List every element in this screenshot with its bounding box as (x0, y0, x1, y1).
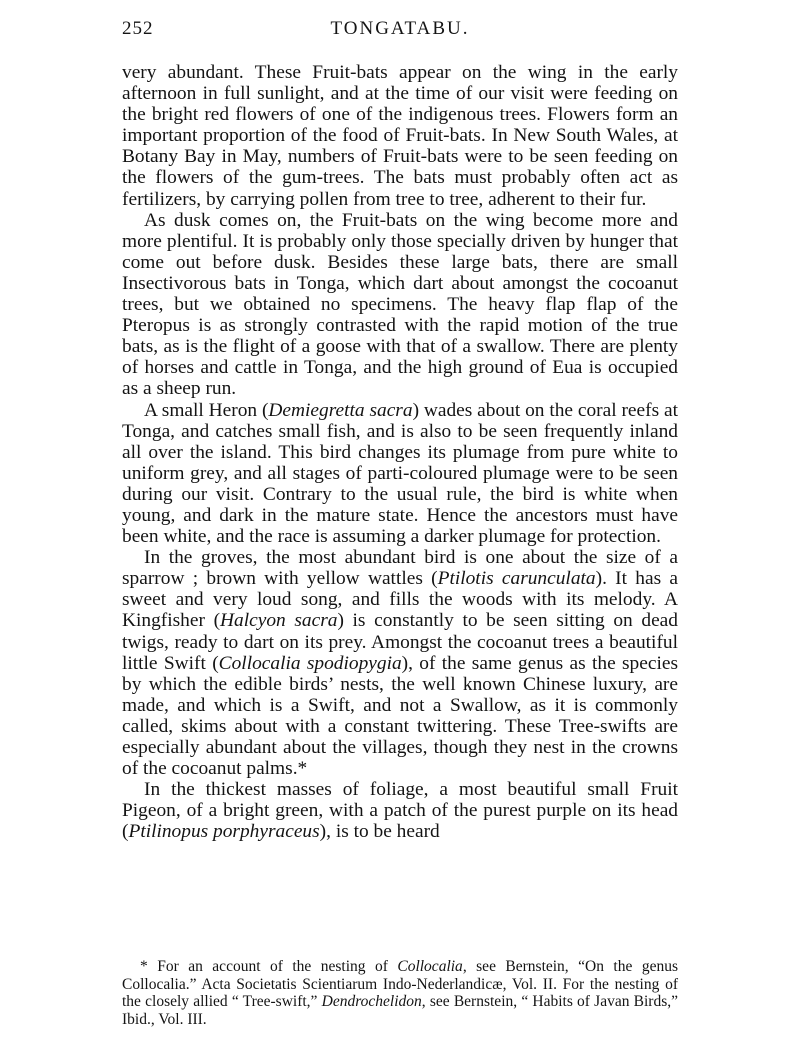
genus-name: Collocalia (397, 958, 463, 975)
text-segment: * For an account of the nesting of (140, 958, 398, 975)
footnote-text (122, 958, 678, 1028)
footnote (122, 958, 678, 1028)
genus-name: Dendrochelidon (321, 993, 422, 1010)
page-number: 252 (122, 18, 154, 39)
paragraph (122, 547, 678, 779)
text-segment: , see Bernstein, “On the genus Collocalia.” Acta Societatis Scientiarum Indo-Nederlandicæ, Vol. II. For the nesting of the closely allied “ Tree-swift,” (122, 958, 678, 1010)
text-segment: , see Bernstein, “ Habits of Javan Birds,” Ibid., Vol. III. (122, 993, 678, 1028)
text-segment: ), of the same genus as the species by which the edible birds’ nests, the well known Chinese luxury, are made, and which is a Swift, and not a Swallow, as it is commonly called, skims about with a constant twittering. These Tree-swifts are especially abundant about the villages, though they nest in the crowns of the cocoanut palms.* (122, 652, 679, 780)
text-segment: ). It has a sweet and very loud song, and fills the woods with its melody. A Kingfisher ( (122, 568, 678, 632)
paragraph (122, 779, 678, 842)
running-head: TONGATABU. (330, 18, 470, 39)
page-header (122, 18, 678, 42)
text-segment: ) wades about on the coral reefs at Tonga, and catches small fish, and is also to be seen frequently inland all over the island. This bird changes its plumage from pure white to uniform grey, and all stages of parti-coloured plumage were to be seen during our visit. Contrary to the usual rule, the bird is white when young, and dark in the mature state. Hence the ancestors must have been white, and the race is assuming a darker plumage for protection. (122, 399, 678, 548)
text-segment: ) is constantly to be seen sitting on dead twigs, ready to dart on its prey. Amongst the cocoanut trees a beautiful little Swift ( (122, 610, 678, 674)
text-segment: A small Heron ( (144, 399, 269, 421)
species-name: Ptilinopus porphyraceus (128, 821, 320, 843)
body-text (122, 62, 678, 842)
text-segment: As dusk comes on, the Fruit-bats on the wing become more and more plentiful. It is probably only those specially driven by hunger that come out before dusk. Besides these large bats, there are small Insectivorous bats in Tonga, which dart about amongst the cocoanut trees, but we obtained no specimens. The heavy flap flap of the Pteropus is as strongly contrasted with the rapid motion of the true bats, as is the flight of a goose with that of a swallow. There are plenty of horses and cattle in Tonga, and the high ground of Eua is occupied as a sheep run. (122, 209, 678, 400)
species-name: Halcyon sacra (220, 610, 338, 632)
species-name: Ptilotis carunculata (437, 568, 596, 590)
species-name: Demiegretta sacra (268, 399, 413, 421)
text-segment: In the groves, the most abundant bird is one about the size of a sparrow ; brown with yellow wattles ( (122, 547, 678, 590)
text-segment: ), is to be heard (319, 821, 440, 843)
paragraph (122, 210, 678, 400)
paragraph (122, 62, 678, 210)
text-segment: In the thickest masses of foliage, a most beautiful small Fruit Pigeon, of a bright green, with a patch of the purest purple on its head ( (122, 779, 678, 843)
species-name: Collocalia spodiopygia (218, 652, 402, 674)
paragraph (122, 400, 678, 548)
text-segment: very abundant. These Fruit-bats appear on the wing in the early afternoon in full sunlight, and at the time of our visit were feeding on the bright red flowers of one of the indigenous trees. Flowers form an important proportion of the food of Fruit-bats. In New South Wales, at Botany Bay in May, numbers of Fruit-bats were to be seen feeding on the flowers of the gum-trees. The bats must probably often act as fertilizers, by carrying pollen from tree to tree, adherent to their fur. (122, 62, 678, 210)
